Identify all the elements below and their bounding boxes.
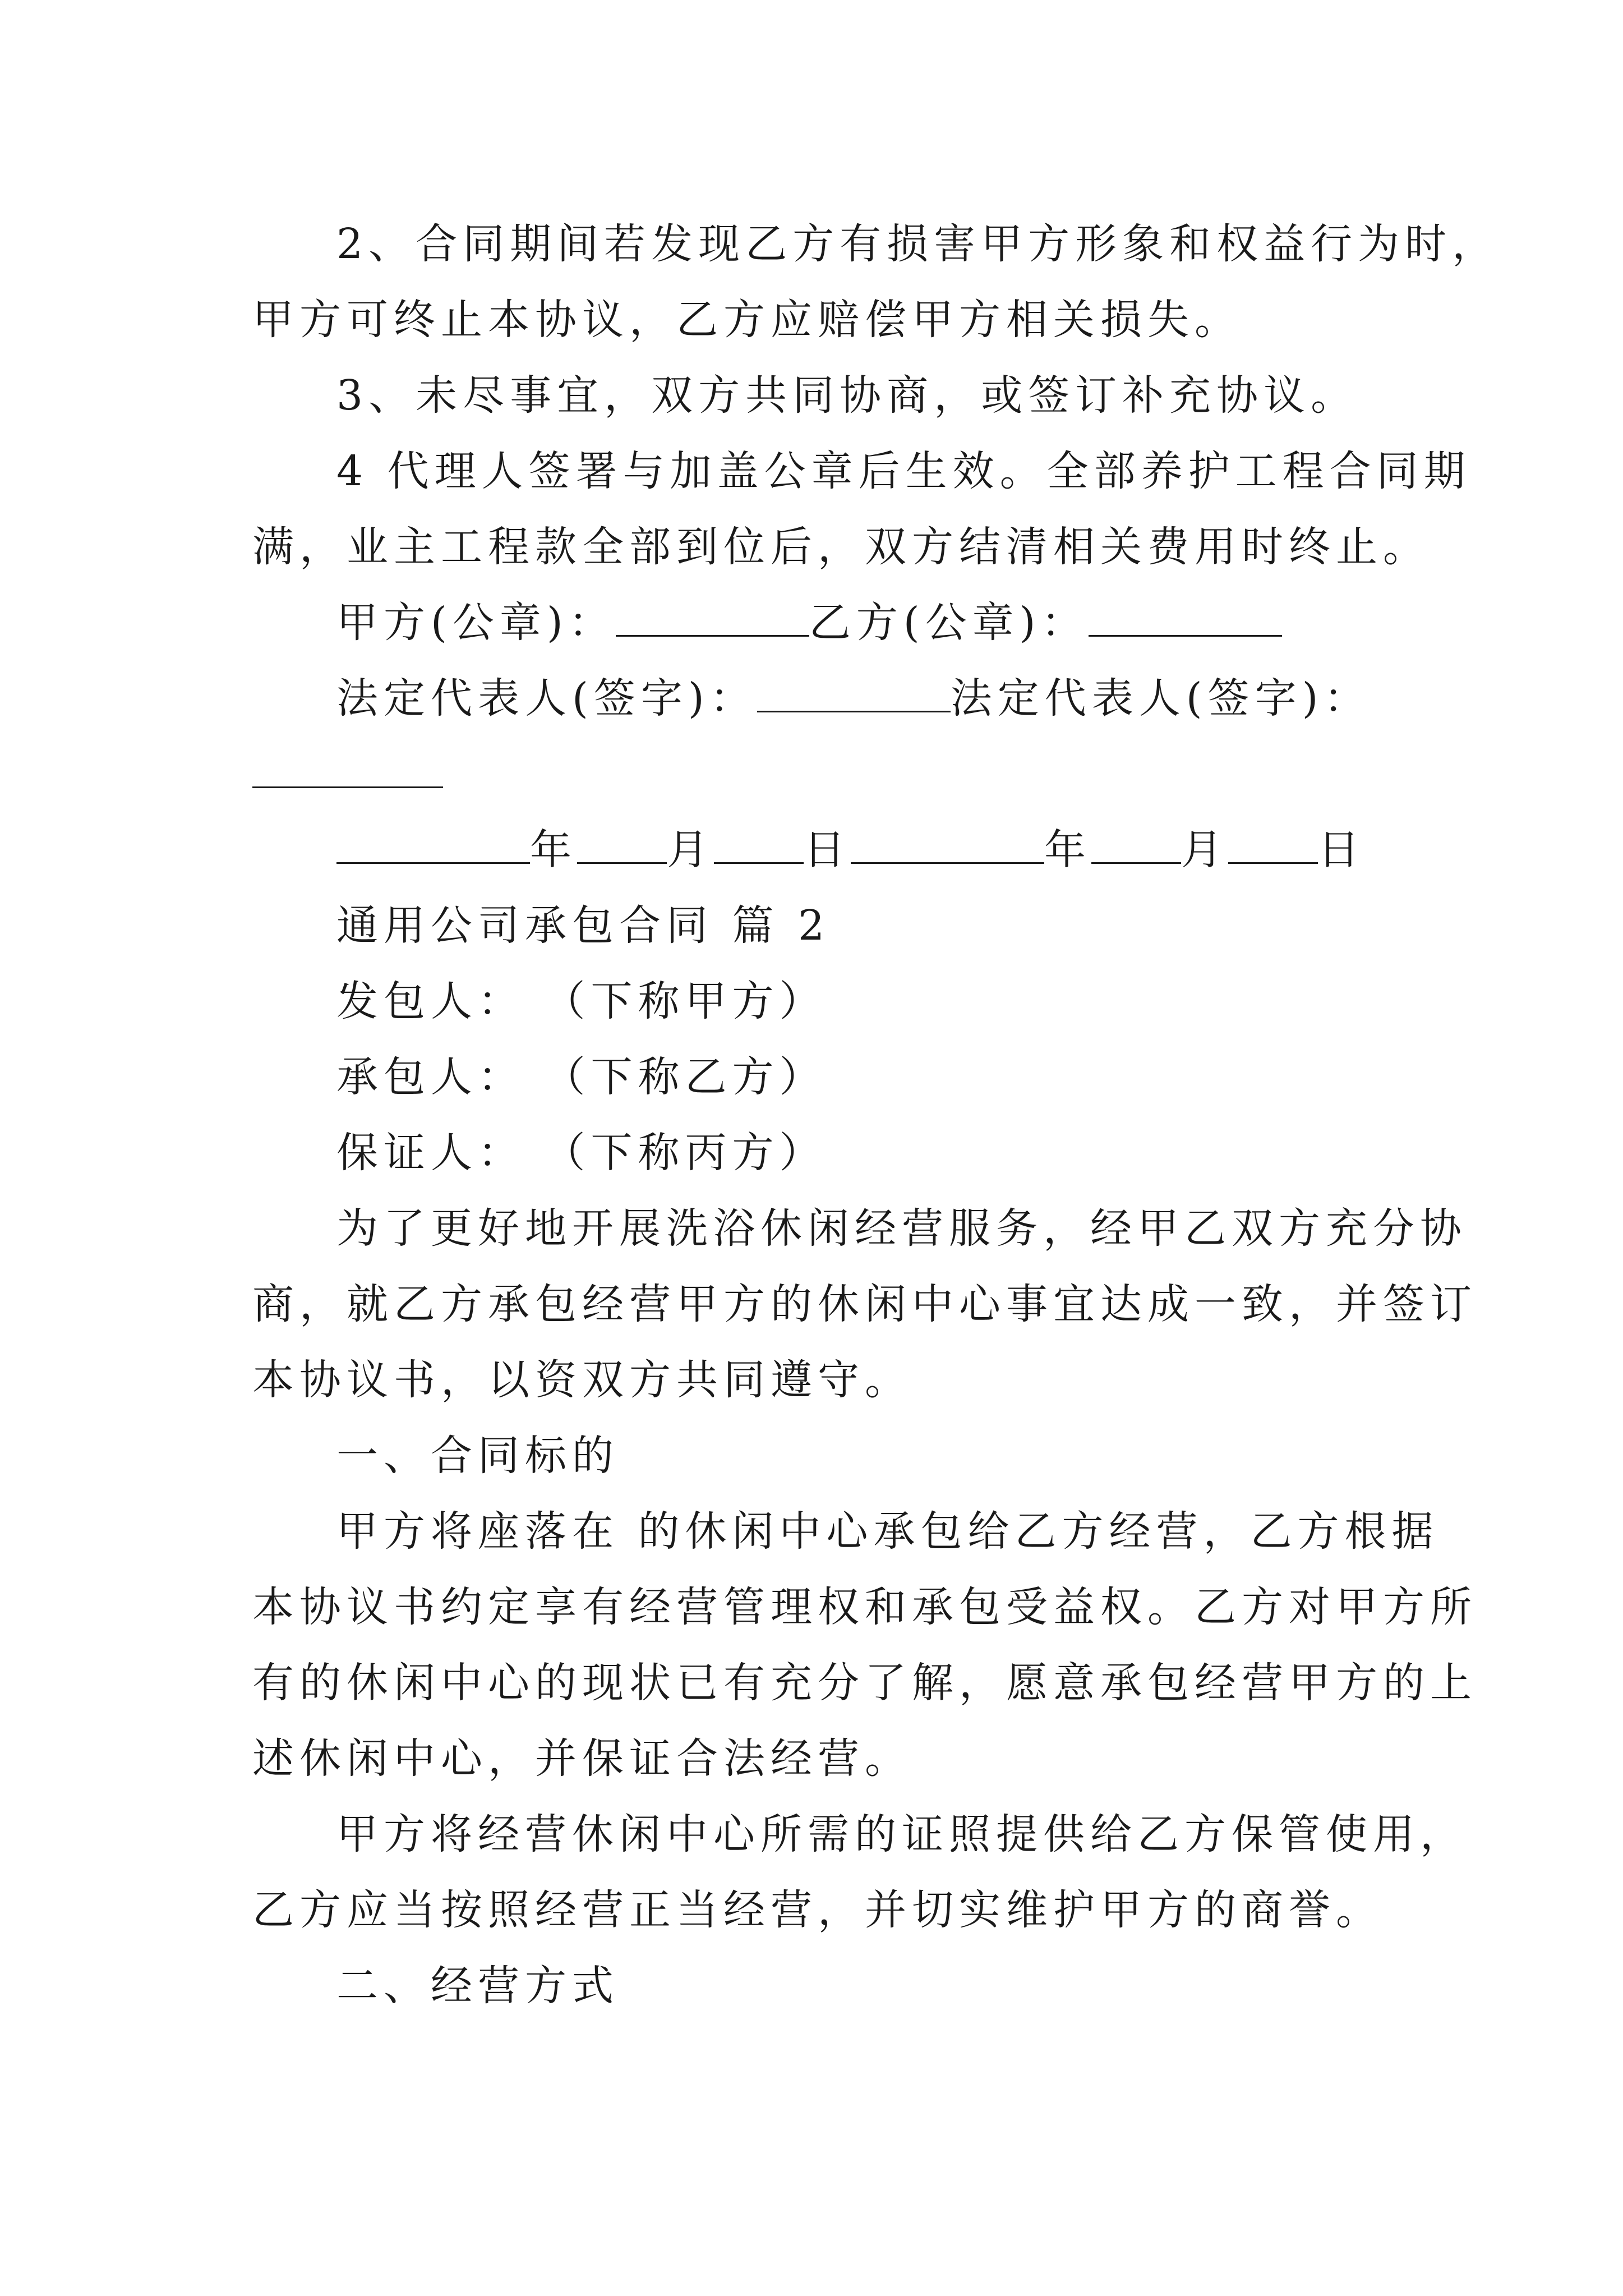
subject-line-1: 甲方将座落在 的休闲中心承包给乙方经营，乙方根据 <box>336 1507 1439 1556</box>
day-label-a: 日 <box>804 826 851 874</box>
month-blank-a <box>577 826 667 864</box>
month-label-a: 月 <box>667 826 714 874</box>
intro-line-1: 为了更好地开展洗浴休闲经营服务，经甲乙双方充分协 <box>336 1204 1467 1253</box>
heading-contract-subject: 一、合同标的 <box>336 1432 619 1480</box>
seal-line <box>336 595 1391 651</box>
license-line-1: 甲方将经营休闲中心所需的证照提供给乙方保管使用， <box>336 1810 1467 1858</box>
clause-2-line-1: 2、合同期间若发现乙方有损害甲方形象和权益行为时， <box>336 220 1500 268</box>
subject-line-2: 本协议书约定享有经营管理权和承包受益权。乙方对甲方所 <box>252 1583 1477 1631</box>
clause-4-line-2: 满，业主工程款全部到位后，双方结清相关费用时终止。 <box>252 523 1430 571</box>
date-line <box>336 822 1391 878</box>
party-b-seal-label: 乙方(公章)： <box>809 599 1089 647</box>
representative-line <box>336 670 1391 726</box>
heading-business-mode: 二、经营方式 <box>336 1962 619 2010</box>
subject-line-3: 有的休闲中心的现状已有充分了解，愿意承包经营甲方的上 <box>252 1659 1477 1707</box>
rep-b-blank-line <box>252 746 1391 802</box>
year-label-a: 年 <box>530 826 577 874</box>
year-blank-b <box>851 826 1044 864</box>
clause-4-line-1: 4 代理人签署与加盖公章后生效。全部养护工程合同期 <box>336 447 1471 495</box>
clause-3: 3、未尽事宜，双方共同协商，或签订补充协议。 <box>336 371 1358 420</box>
rep-a-label: 法定代表人(签字)： <box>336 674 757 723</box>
rep-a-blank <box>757 675 951 712</box>
subject-line-4: 述休闲中心，并保证合法经营。 <box>252 1734 912 1783</box>
party-a-seal-label: 甲方(公章)： <box>336 599 616 647</box>
day-blank-b <box>1228 826 1318 864</box>
month-label-b: 月 <box>1181 826 1228 874</box>
rep-b-label: 法定代表人(签字)： <box>950 674 1371 723</box>
contractor-line: 承包人： （下称乙方） <box>336 1053 827 1101</box>
party-a-seal-blank <box>616 599 809 637</box>
year-blank-a <box>336 826 530 864</box>
day-blank-a <box>714 826 804 864</box>
intro-line-2: 商，就乙方承包经营甲方的休闲中心事宜达成一致，并签订 <box>252 1280 1477 1328</box>
clause-2-line-2: 甲方可终止本协议，乙方应赔偿甲方相关损失。 <box>252 296 1242 344</box>
party-b-seal-blank <box>1089 599 1282 637</box>
rep-b-blank <box>252 751 443 788</box>
month-blank-b <box>1091 826 1181 864</box>
section-title: 通用公司承包合同 篇 2 <box>336 901 831 950</box>
guarantor-line: 保证人： （下称丙方） <box>336 1129 827 1177</box>
license-line-2: 乙方应当按照经营正当经营，并切实维护甲方的商誉。 <box>252 1886 1383 1934</box>
year-label-b: 年 <box>1044 826 1091 874</box>
issuer-line: 发包人： （下称甲方） <box>336 977 827 1025</box>
intro-line-3: 本协议书，以资双方共同遵守。 <box>252 1356 912 1404</box>
day-label-b: 日 <box>1318 826 1365 874</box>
